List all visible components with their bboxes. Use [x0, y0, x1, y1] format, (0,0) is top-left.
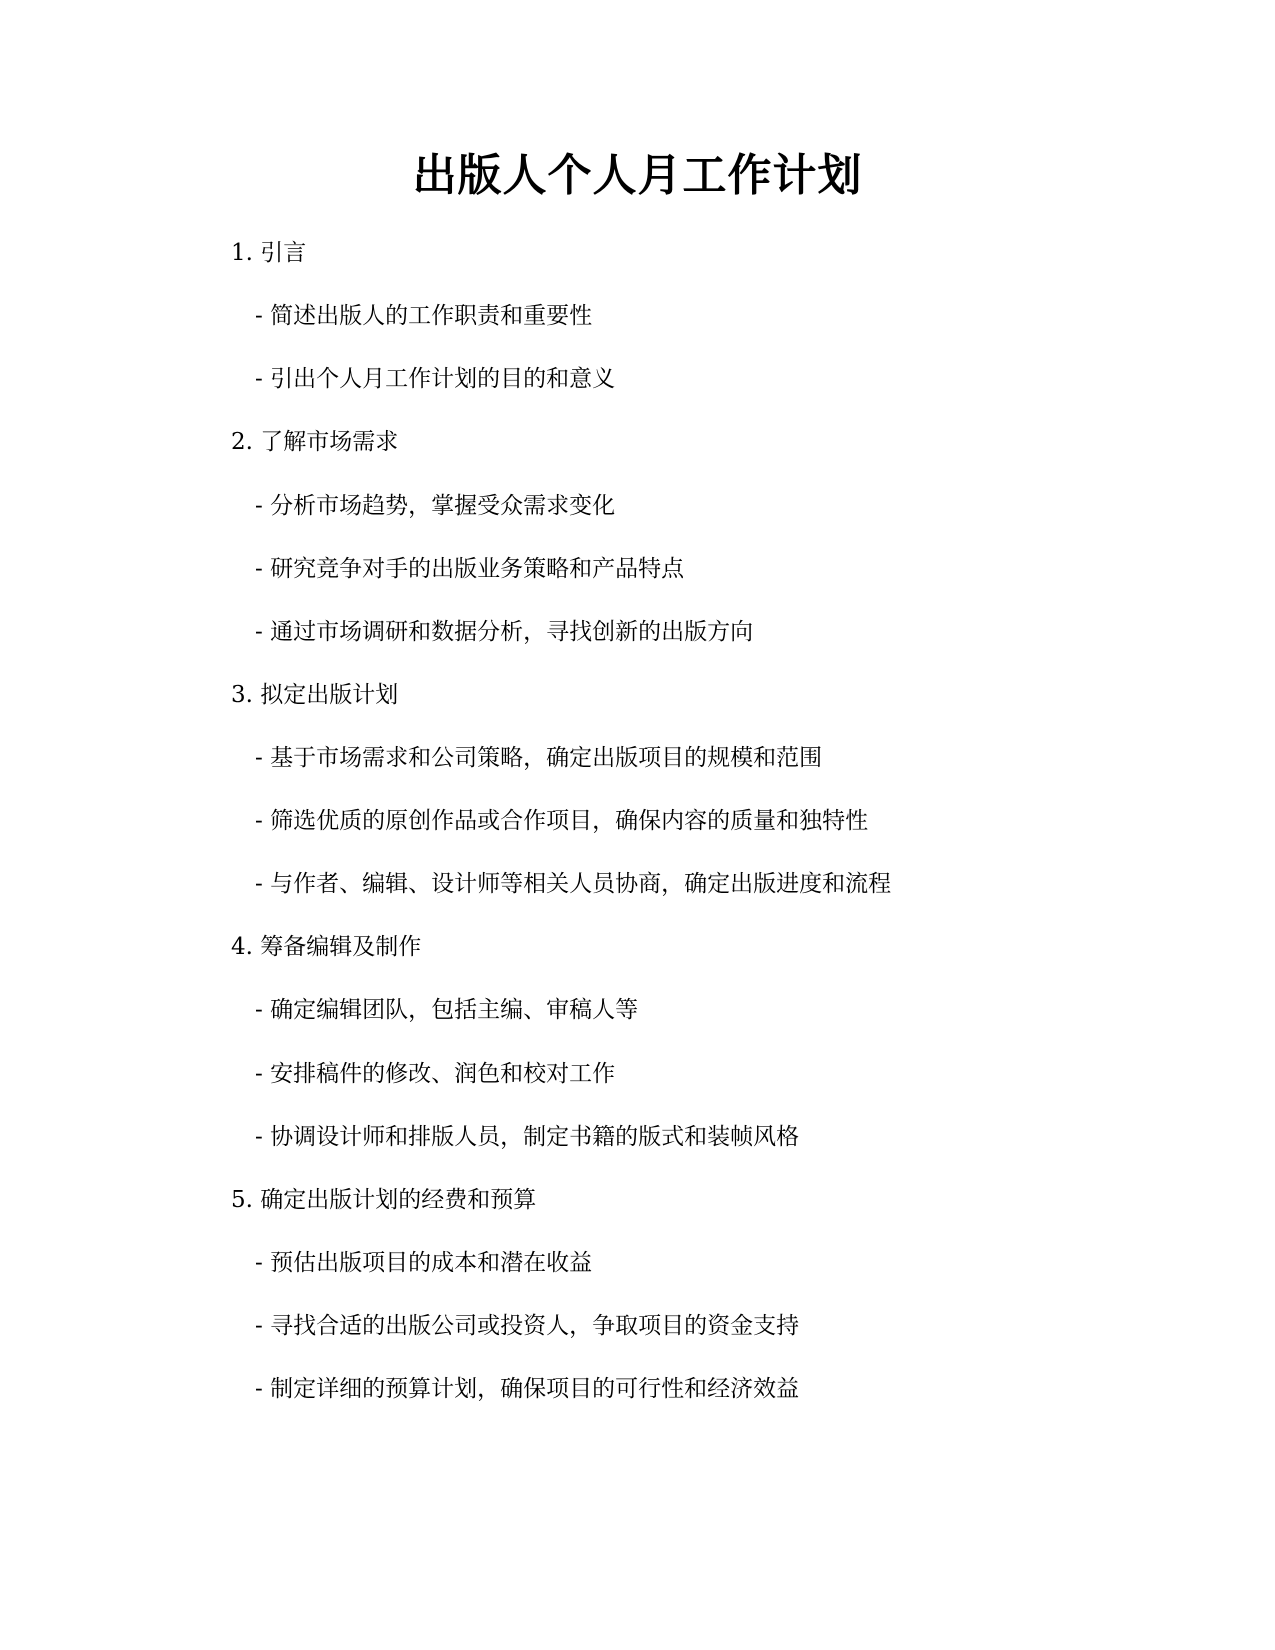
list-item: - 筛选优质的原创作品或合作项目，确保内容的质量和独特性 [255, 808, 869, 834]
list-item: - 寻找合适的出版公司或投资人，争取项目的资金支持 [255, 1313, 800, 1339]
list-item: - 安排稿件的修改、润色和校对工作 [255, 1061, 616, 1087]
document-title: 出版人个人月工作计划 [412, 150, 863, 201]
list-item: - 与作者、编辑、设计师等相关人员协商，确定出版进度和流程 [255, 871, 892, 897]
list-item: - 确定编辑团队，包括主编、审稿人等 [255, 997, 639, 1023]
list-item: - 基于市场需求和公司策略，确定出版项目的规模和范围 [255, 745, 823, 771]
list-item: - 制定详细的预算计划，确保项目的可行性和经济效益 [255, 1376, 800, 1402]
list-item: - 分析市场趋势，掌握受众需求变化 [255, 493, 616, 519]
section-heading: 2. 了解市场需求 [231, 429, 399, 455]
section-heading: 5. 确定出版计划的经费和预算 [231, 1187, 537, 1213]
list-item: - 研究竞争对手的出版业务策略和产品特点 [255, 556, 685, 582]
list-item: - 通过市场调研和数据分析，寻找创新的出版方向 [255, 619, 754, 645]
section-heading: 4. 筹备编辑及制作 [231, 934, 422, 960]
section-heading: 3. 拟定出版计划 [231, 682, 399, 708]
list-item: - 协调设计师和排版人员，制定书籍的版式和装帧风格 [255, 1124, 800, 1150]
list-item: - 简述出版人的工作职责和重要性 [255, 303, 593, 329]
list-item: - 预估出版项目的成本和潜在收益 [255, 1250, 593, 1276]
section-heading: 1. 引言 [231, 240, 307, 266]
list-item: - 引出个人月工作计划的目的和意义 [255, 366, 616, 392]
